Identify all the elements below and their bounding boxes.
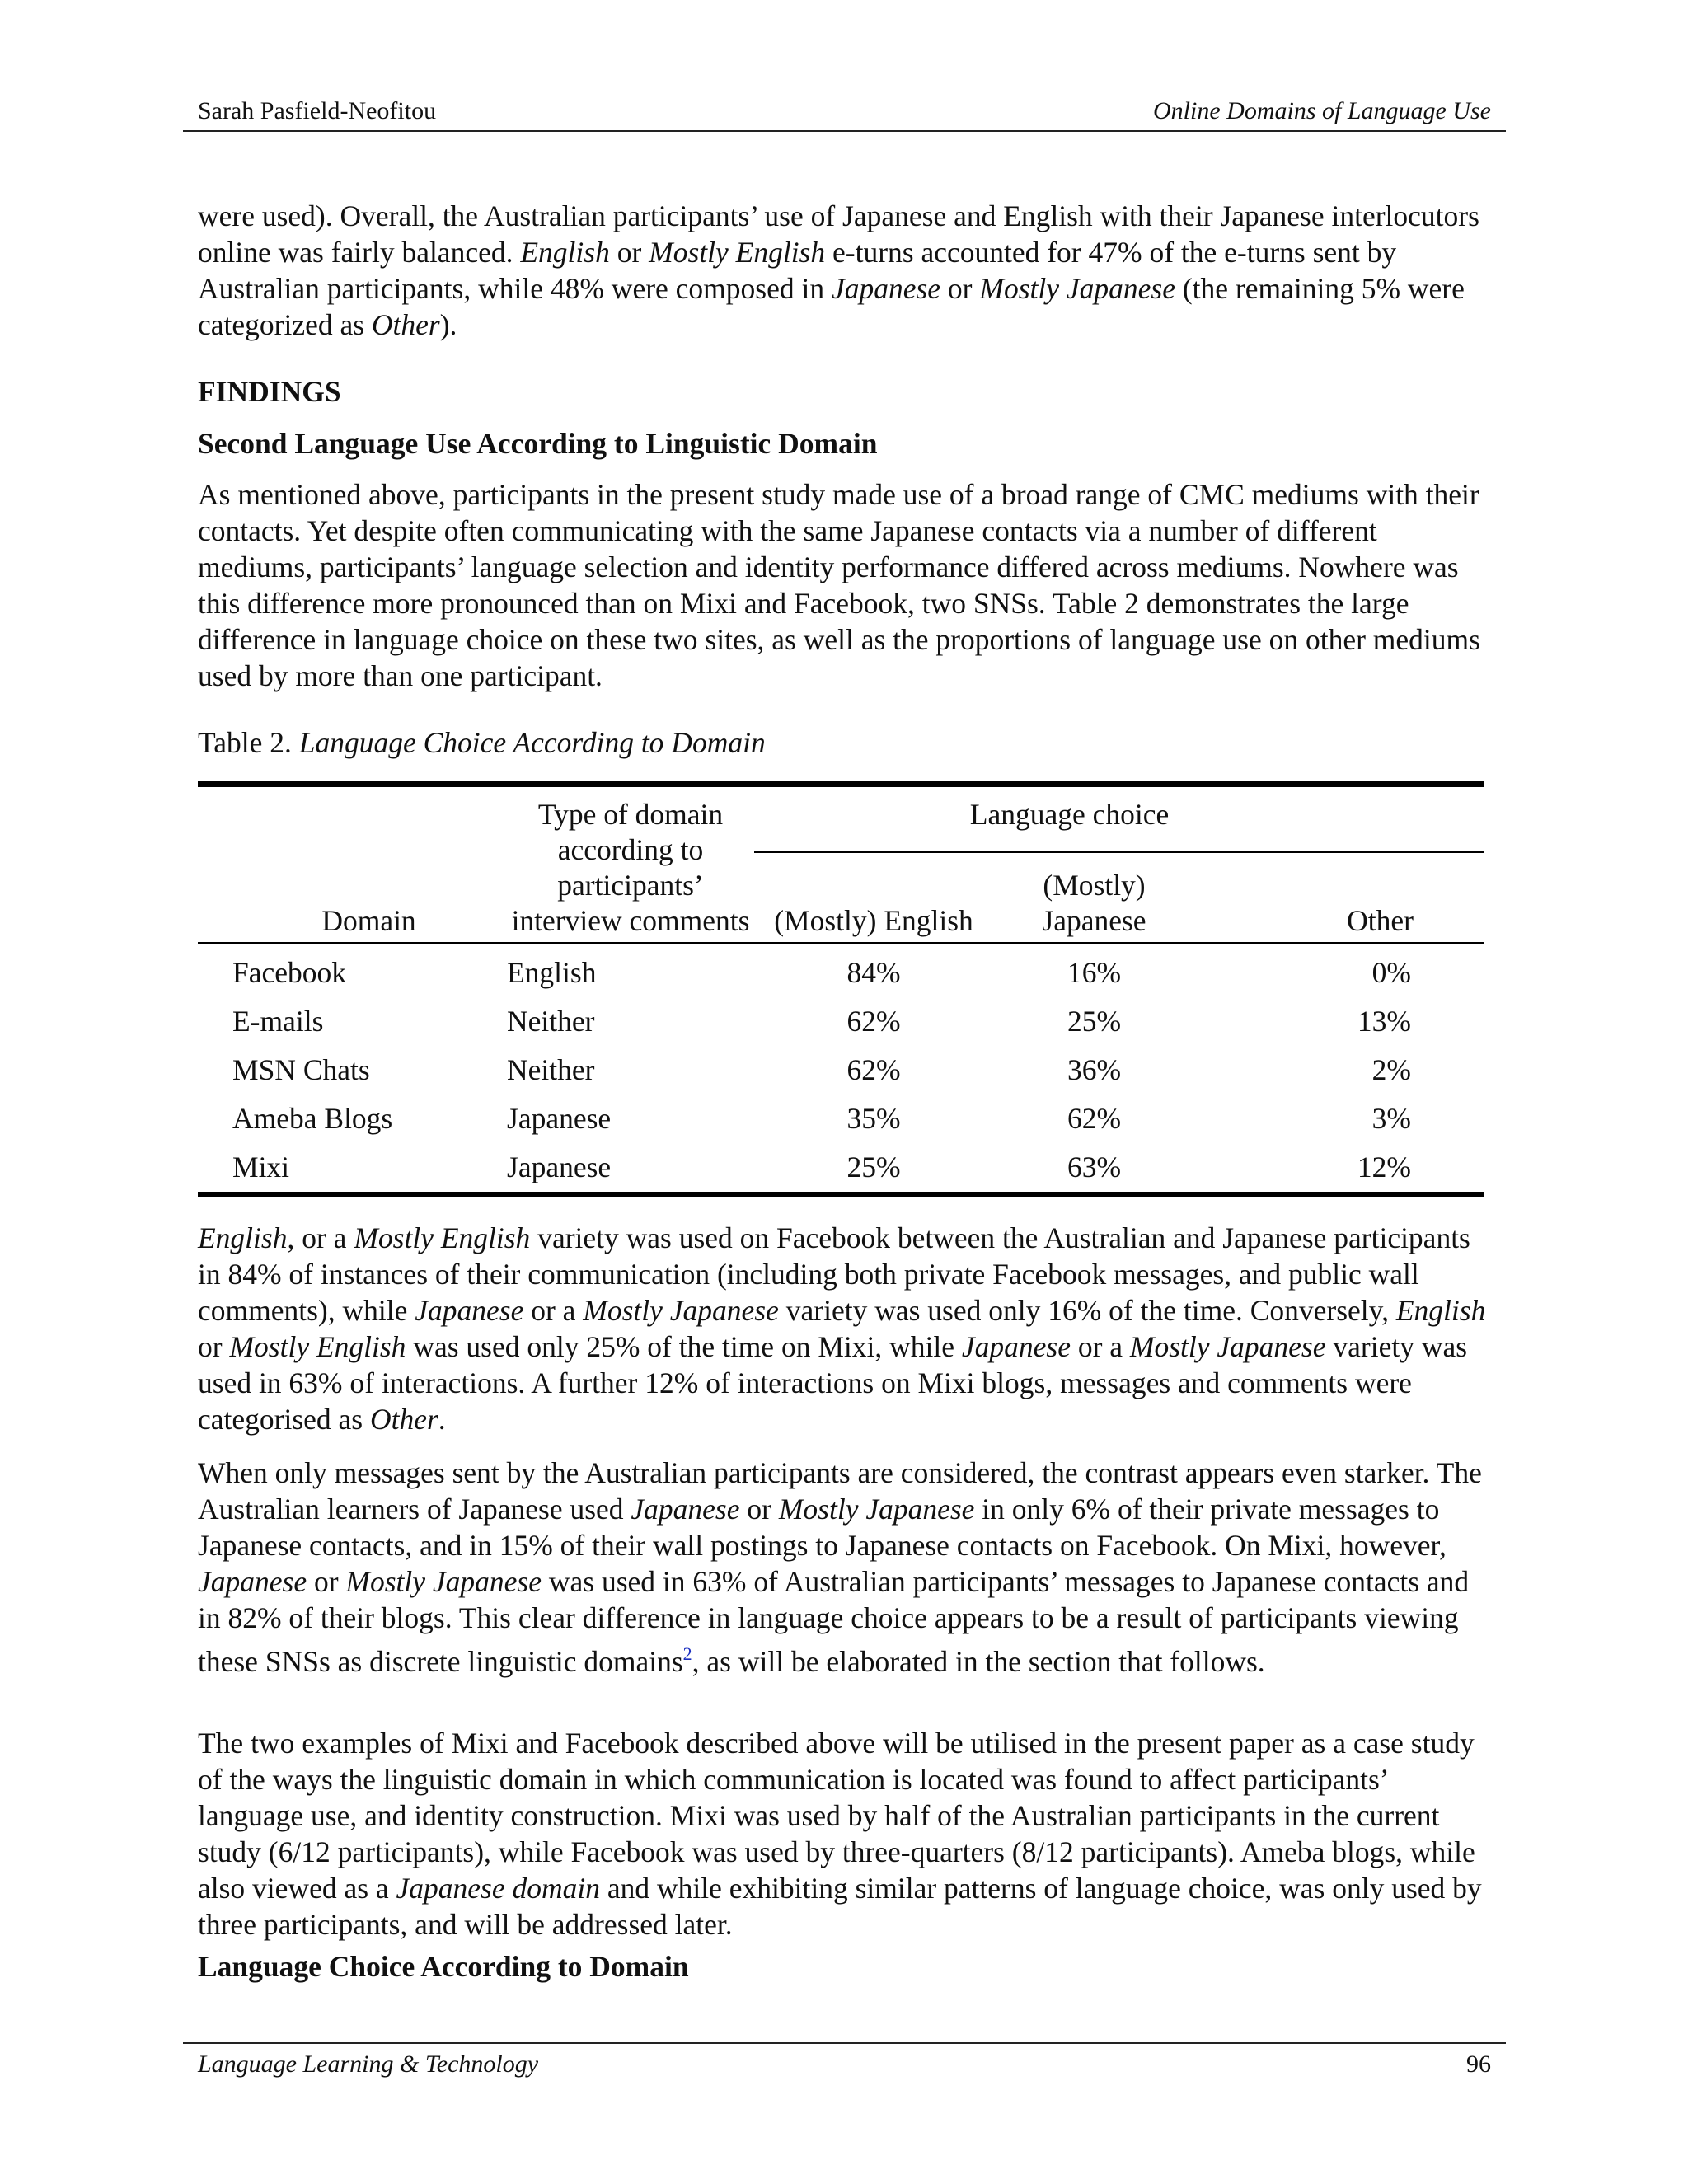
- table-row: E-mails Neither 62% 25% 13%: [232, 1005, 1411, 1038]
- header-type: Type of domain according to participants’ interview comments: [507, 785, 754, 944]
- header-language-choice: Language choice: [754, 785, 1484, 853]
- header-title: Online Domains of Language Use: [1153, 97, 1491, 124]
- header-author: Sarah Pasfield-Neofitou: [198, 97, 437, 124]
- table-caption: Table 2. Language Choice According to Domain: [198, 726, 766, 759]
- paragraph-australian-messages: When only messages sent by the Australian participants are considered, the contrast appears even starker. The Australian learners of Japanese used Japanese or Mostly Japanese in only 6% of their private messages to Japanese contacts, and in 15% of their wall postings to Japanese contacts on Facebook. On Mixi, however, Japanese or Mostly Japanese was used in 63% of Australian participants’ messages to Japanese contacts and in 82% of their blogs. This clear difference in language choice appears to be a result of participants viewing these SNSs as discrete linguistic domains$^2$, as will be elaborated in the section that follows.: [198, 1456, 1482, 1678]
- running-header: [183, 96, 1506, 132]
- page-footer: [183, 2042, 1506, 2085]
- page-number: 96: [1466, 2050, 1491, 2078]
- paragraph-mediums: As mentioned above, participants in the present study made use of a broad range of CMC mediums with their contacts. Yet despite often communicating with the same Japanese contacts via a number of different mediums, participants’ language selection and identity performance differed across mediums. Nowhere was this difference more pronounced than on Mixi and Facebook, two SNSs. Table 2 demonstrates the large difference in language choice on these two sites, as well as the proportions of language use on other mediums used by more than one participant.: [198, 478, 1480, 692]
- table-row: Mixi Japanese 25% 63% 12%: [198, 1137, 1484, 1195]
- subheading-language-choice: Language Choice According to Domain: [198, 1950, 689, 1983]
- footnote-link[interactable]: 2: [682, 1643, 692, 1664]
- footer-journal: Language Learning & Technology: [198, 2050, 539, 2078]
- table-row: MSN Chats Neither 62% 36% 2%: [232, 1053, 1411, 1086]
- findings-heading: FINDINGS: [198, 375, 341, 408]
- language-choice-table: [198, 781, 1484, 1197]
- table-row: Facebook English 84% 16% 0%: [232, 956, 1411, 989]
- table-row: Ameba Blogs Japanese 35% 62% 3%: [232, 1102, 1411, 1135]
- header-japanese: (Mostly) Japanese: [993, 852, 1195, 943]
- header-english: (Mostly) English: [754, 852, 993, 943]
- header-domain: Domain: [198, 785, 507, 944]
- paragraph-case-study: The two examples of Mixi and Facebook described above will be utilised in the present paper as a case study of the ways the linguistic domain in which communication is located was found to affect participants’ language use, and identity construction. Mixi was used by half of the Australian participants in the current study (6/12 participants), while Facebook was used by three-quarters (8/12 participants). Ameba blogs, while also viewed as a Japanese domain and while exhibiting similar patterns of language choice, was only used by three participants, and will be addressed later.: [198, 1727, 1482, 1941]
- header-other: Other: [1195, 852, 1484, 943]
- subheading-second-language: Second Language Use According to Linguistic Domain: [198, 427, 878, 460]
- paragraph-facebook-mixi: English, or a Mostly English variety was used on Facebook between the Australian and Japanese participants in 84% of instances of their communication (including both private Facebook messages, and public wall comments), while Japanese or a Mostly Japanese variety was used only 16% of the time. Conversely, English or Mostly English was used only 25% of the time on Mixi, while Japanese or a Mostly Japanese variety was used in 63% of interactions. A further 12% of interactions on Mixi blogs, messages and comments were categorised as Other.: [198, 1221, 1486, 1436]
- paragraph-intro: were used). Overall, the Australian participants’ use of Japanese and English with their Japanese interlocutors online was fairly balanced. English or Mostly English e-turns accounted for 47% of the e-turns sent by Australian participants, while 48% were composed in Japanese or Mostly Japanese (the remaining 5% were categorized as Other).: [198, 199, 1479, 341]
